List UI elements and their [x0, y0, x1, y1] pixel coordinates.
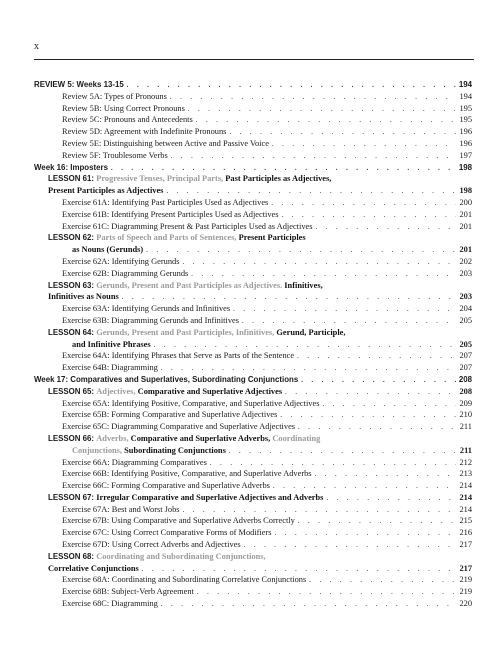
dot-leader: [279, 410, 456, 421]
dot-leader: [195, 115, 456, 126]
toc-entry: [34, 492, 472, 504]
toc-entry: [34, 303, 472, 315]
toc-entry-title: [62, 362, 158, 374]
toc-page-number: 205: [459, 315, 472, 325]
toc-entry: [34, 103, 472, 115]
toc-entry-title: [48, 386, 282, 398]
toc-entry-text: Exercise 67A: Best and Worst Jobs: [62, 504, 180, 514]
toc-entry-text: LESSON 68:: [48, 551, 97, 561]
toc-entry: [34, 551, 472, 563]
toc-entry-title: [48, 232, 306, 244]
toc-page-number: 204: [459, 304, 472, 314]
toc-entry-text: LESSON 66:: [48, 433, 97, 443]
dot-leader: [314, 469, 456, 480]
toc-entry: [34, 327, 472, 339]
dot-leader: [228, 127, 456, 138]
dot-leader: [196, 587, 456, 598]
dot-leader: [153, 340, 456, 351]
toc-page-number: 219: [459, 575, 472, 585]
dot-leader: [281, 210, 456, 221]
toc-entry-text: Week 17: Comparatives and Superlatives, Subordinating Conjunctions: [34, 374, 299, 384]
toc-entry-text: Review 5C: Pronouns and Antecedents: [62, 115, 193, 125]
toc-entry-text: Exercise 66A: Diagramming Comparatives: [62, 457, 207, 467]
toc-entry: [34, 256, 472, 268]
toc-entry-title: [34, 374, 298, 386]
toc-entry-text: Gerunds, Present and Past Participles, Infinitives,: [96, 327, 277, 337]
dot-leader: [181, 257, 456, 268]
toc-entry-title: [62, 457, 207, 469]
toc-entry-text: Review 5A: Types of Pronouns: [62, 91, 167, 101]
dot-leader: [182, 505, 456, 516]
toc-entry-text: Exercise 68C: Diagramming: [62, 599, 158, 609]
dot-leader: [126, 80, 456, 91]
toc-entry: [34, 480, 472, 492]
toc-page-number: 207: [459, 351, 472, 361]
toc-entry: [34, 362, 472, 374]
toc-entry-text: LESSON 61:: [48, 174, 97, 184]
table-of-contents: [34, 79, 472, 610]
toc-page-number: 215: [459, 516, 472, 526]
dot-leader: [165, 186, 456, 197]
toc-entry-text: Comparative and Superlative Adjectives: [137, 386, 283, 396]
toc-page-number: 197: [459, 150, 472, 160]
toc-entry-text: Infinitives as Nouns: [48, 292, 119, 302]
toc-entry: [34, 291, 472, 303]
toc-entry-title: [72, 445, 226, 457]
toc-entry-text: Exercise 61A: Identifying Past Participles Used as Adjectives: [62, 197, 269, 207]
toc-entry: [34, 79, 472, 91]
toc-entry-text: Exercise 66C: Forming Comparative and Superlative Adverbs: [62, 481, 270, 491]
dot-leader: [160, 599, 456, 610]
toc-entry-text: Exercise 61B: Identifying Present Participles Used as Adjectives: [62, 209, 279, 219]
toc-entry-title: [62, 468, 312, 480]
dot-leader: [241, 316, 456, 327]
toc-entry-text: Subordinating Conjunctions: [124, 445, 226, 455]
toc-page-number: 214: [459, 481, 472, 491]
toc-entry-title: [62, 586, 194, 598]
toc-entry: [34, 162, 472, 174]
toc-entry-text: Exercise 68B: Subject-Verb Agreement: [62, 587, 194, 597]
toc-entry-text: Exercise 65C: Diagramming Comparative and Superlative Adjectives: [62, 422, 296, 432]
toc-page-number: 198: [458, 162, 472, 172]
toc-page-number: 214: [459, 492, 472, 502]
toc-entry-title: [48, 327, 345, 339]
toc-entry-title: [62, 398, 319, 410]
toc-entry-title: [62, 197, 268, 209]
toc-entry-text: REVIEW 5: Weeks 13-15: [34, 80, 124, 89]
toc-entry-title: [48, 433, 320, 445]
toc-entry-text: Review 5D: Agreement with Indefinite Pronouns: [62, 127, 227, 137]
toc-entry: [34, 433, 472, 445]
toc-entry-text: Review 5F: Troublesome Verbs: [62, 150, 168, 160]
toc-entry-title: [62, 209, 279, 221]
toc-entry: [34, 350, 472, 362]
toc-page-number: 208: [459, 386, 472, 396]
toc-entry-title: [62, 256, 179, 268]
toc-page-number: 201: [459, 245, 472, 255]
toc-entry: [34, 468, 472, 480]
toc-entry: [34, 409, 472, 421]
toc-entry: [34, 574, 472, 586]
dot-leader: [232, 304, 456, 315]
toc-entry: [34, 232, 472, 244]
toc-entry-title: [48, 173, 331, 185]
toc-page-number: 214: [459, 504, 472, 514]
toc-entry-text: Exercise 62B: Diagramming Gerunds: [62, 268, 189, 278]
toc-entry-title: [62, 221, 313, 233]
toc-page-number: 217: [459, 563, 472, 573]
toc-entry: [34, 457, 472, 469]
toc-page-number: 219: [459, 587, 472, 597]
toc-entry-title: [72, 244, 143, 256]
toc-entry-text: Progressive Tenses, Principal Parts,: [96, 174, 226, 184]
toc-entry-title: [62, 103, 185, 115]
toc-entry-title: [34, 79, 124, 91]
dot-leader: [209, 458, 456, 469]
toc-entry-title: [34, 162, 108, 174]
toc-entry-text: and Infinitive Phrases: [72, 339, 151, 349]
toc-entry: [34, 268, 472, 280]
toc-entry: [34, 515, 472, 527]
toc-entry-title: [62, 480, 270, 492]
toc-page-number: 216: [459, 528, 472, 538]
toc-entry-text: Exercise 63A: Identifying Gerunds and Infinitives: [62, 304, 231, 314]
toc-entry-text: Exercise 64B: Diagramming: [62, 363, 158, 373]
toc-entry-title: [48, 551, 266, 563]
toc-entry-text: LESSON 63:: [48, 280, 97, 290]
toc-entry-title: [62, 350, 294, 362]
toc-entry-text: Exercise 63B: Diagramming Gerunds and Infinitives: [62, 315, 239, 325]
toc-entry-title: [62, 91, 167, 103]
dot-leader: [315, 222, 456, 233]
toc-entry: [34, 114, 472, 126]
toc-entry-title: [62, 574, 306, 586]
toc-entry-title: [62, 150, 168, 162]
dot-leader: [271, 139, 456, 150]
toc-entry: [34, 539, 472, 551]
toc-entry: [34, 504, 472, 516]
toc-entry-title: [62, 303, 230, 315]
toc-page-number: 196: [459, 127, 472, 137]
toc-page-number: 200: [459, 197, 472, 207]
toc-entry-title: [62, 504, 180, 516]
toc-page-number: 211: [459, 445, 472, 455]
toc-entry: [34, 527, 472, 539]
toc-entry: [34, 339, 472, 351]
toc-page-number: 196: [459, 138, 472, 148]
toc-entry-title: [48, 185, 163, 197]
toc-page-number: 201: [459, 221, 472, 231]
toc-page-number: 209: [459, 398, 472, 408]
toc-entry-text: Comparative and Superlative Adverbs,: [130, 433, 273, 443]
toc-entry-title: [48, 563, 139, 575]
toc-entry-text: Coordinating and Subordinating Conjunctions,: [96, 551, 266, 561]
dot-leader: [308, 575, 456, 586]
dot-leader: [274, 528, 456, 539]
toc-entry-text: Exercise 67D: Using Correct Adverbs and Adjectives: [62, 540, 241, 550]
toc-entry-title: [62, 138, 269, 150]
toc-page-number: 211: [459, 422, 472, 432]
toc-entry-text: Exercise 62A: Identifying Gerunds: [62, 256, 180, 266]
toc-entry-title: [62, 126, 226, 138]
toc-entry: [34, 421, 472, 433]
toc-page-number: 210: [459, 410, 472, 420]
toc-entry: [34, 598, 472, 610]
toc-entry-title: [62, 539, 241, 551]
dot-leader: [297, 516, 456, 527]
toc-entry: [34, 173, 472, 185]
toc-entry: [34, 150, 472, 162]
toc-entry-text: Exercise 65B: Forming Comparative and Superlative Adjectives: [62, 410, 278, 420]
dot-leader: [300, 375, 456, 386]
toc-entry-text: Exercise 68A: Coordinating and Subordinating Correlative Conjunctions: [62, 575, 307, 585]
toc-entry-text: Conjunctions,: [72, 445, 125, 455]
toc-entry: [34, 386, 472, 398]
dot-leader: [121, 292, 456, 303]
dot-leader: [141, 564, 456, 575]
dot-leader: [296, 351, 456, 362]
toc-page-number: 217: [459, 540, 472, 550]
page-number: x: [34, 41, 39, 52]
toc-entry-text: Exercise 67C: Using Correct Comparative Forms of Modifiers: [62, 528, 272, 538]
toc-entry-text: LESSON 65:: [48, 386, 97, 396]
toc-entry-title: [62, 409, 277, 421]
toc-entry-text: LESSON 64:: [48, 327, 97, 337]
toc-entry-title: [48, 280, 323, 292]
toc-entry: [34, 197, 472, 209]
dot-leader: [284, 387, 456, 398]
toc-page-number: 203: [459, 292, 472, 302]
toc-entry: [34, 398, 472, 410]
toc-entry-text: Adverbs,: [96, 433, 131, 443]
toc-entry-text: Correlative Conjunctions: [48, 563, 139, 573]
toc-entry-text: Infinitives,: [284, 280, 323, 290]
toc-entry-text: Exercise 66B: Identifying Positive, Comparative, and Superlative Adverbs: [62, 469, 312, 479]
dot-leader: [297, 422, 456, 433]
toc-entry-title: [62, 527, 272, 539]
dot-leader: [243, 540, 456, 551]
toc-entry-text: Exercise 65A: Identifying Positive, Comparative, and Superlative Adjectives: [62, 398, 320, 408]
toc-entry-text: Irregular Comparative and Superlative Adjectives and Adverbs: [96, 492, 324, 502]
toc-entry-text: as Nouns (Gerunds): [72, 245, 144, 255]
toc-entry-text: Past Participles as Adjectives,: [225, 174, 332, 184]
toc-page-number: 202: [459, 256, 472, 266]
dot-leader: [325, 493, 456, 504]
dot-leader: [272, 481, 456, 492]
toc-entry-text: Review 5B: Using Correct Pronouns: [62, 103, 185, 113]
toc-entry-title: [48, 492, 323, 504]
toc-page-number: 205: [459, 339, 472, 349]
toc-entry-title: [62, 268, 188, 280]
toc-page-number: 195: [459, 103, 472, 113]
toc-entry: [34, 185, 472, 197]
toc-entry-title: [62, 421, 295, 433]
dot-leader: [187, 104, 456, 115]
toc-entry-text: Week 16: Imposters: [34, 162, 108, 172]
toc-entry: [34, 374, 472, 386]
dot-leader: [110, 163, 456, 174]
toc-entry-title: [62, 598, 158, 610]
toc-entry: [34, 209, 472, 221]
toc-page-number: 220: [459, 599, 472, 609]
toc-entry-title: [72, 339, 151, 351]
toc-entry-text: Present Participles: [238, 233, 306, 243]
toc-page-number: 207: [459, 363, 472, 373]
toc-entry-text: Parts of Speech and Parts of Sentences,: [96, 233, 239, 243]
toc-entry: [34, 221, 472, 233]
toc-entry-text: Adjectives,: [96, 386, 138, 396]
toc-page-number: 208: [458, 374, 472, 384]
toc-page-number: 195: [459, 115, 472, 125]
dot-leader: [169, 92, 456, 103]
dot-leader: [145, 245, 456, 256]
toc-entry: [34, 280, 472, 292]
toc-entry-text: Gerund, Participle,: [276, 327, 346, 337]
toc-page-number: 194: [459, 91, 472, 101]
toc-entry-title: [48, 291, 119, 303]
toc-entry-text: Exercise 61C: Diagramming Present & Past Participles Used as Adjectives: [62, 221, 313, 231]
toc-entry: [34, 244, 472, 256]
toc-entry: [34, 563, 472, 575]
toc-entry: [34, 586, 472, 598]
toc-entry: [34, 445, 472, 457]
toc-page-number: 201: [459, 209, 472, 219]
toc-page-number: 194: [458, 80, 472, 89]
toc-entry-text: Coordinating: [272, 433, 321, 443]
header-rule: [34, 59, 474, 60]
toc-entry-text: Review 5E: Distinguishing between Active and Passive Voice: [62, 138, 269, 148]
toc-page-number: 203: [459, 268, 472, 278]
toc-entry-text: LESSON 67:: [48, 492, 97, 502]
toc-entry: [34, 126, 472, 138]
toc-entry-title: [62, 515, 295, 527]
toc-entry-text: LESSON 62:: [48, 233, 97, 243]
toc-entry: [34, 138, 472, 150]
toc-entry-text: Present Participles as Adjectives: [48, 186, 164, 196]
toc-entry-text: Gerunds, Present and Past Participles as Adjectives.: [96, 280, 285, 290]
dot-leader: [190, 269, 456, 280]
toc-page-number: 213: [459, 469, 472, 479]
toc-page-number: 198: [459, 186, 472, 196]
dot-leader: [321, 399, 456, 410]
toc-entry-text: Exercise 64A: Identifying Phrases that Serve as Parts of the Sentence: [62, 351, 295, 361]
toc-entry-title: [62, 114, 193, 126]
dot-leader: [170, 151, 456, 162]
toc-page-number: 212: [459, 457, 472, 467]
dot-leader: [160, 363, 456, 374]
dot-leader: [228, 446, 456, 457]
toc-entry-text: Exercise 67B: Using Comparative and Superlative Adverbs Correctly: [62, 516, 295, 526]
toc-entry: [34, 315, 472, 327]
dot-leader: [270, 198, 456, 209]
toc-entry: [34, 91, 472, 103]
toc-entry-title: [62, 315, 239, 327]
